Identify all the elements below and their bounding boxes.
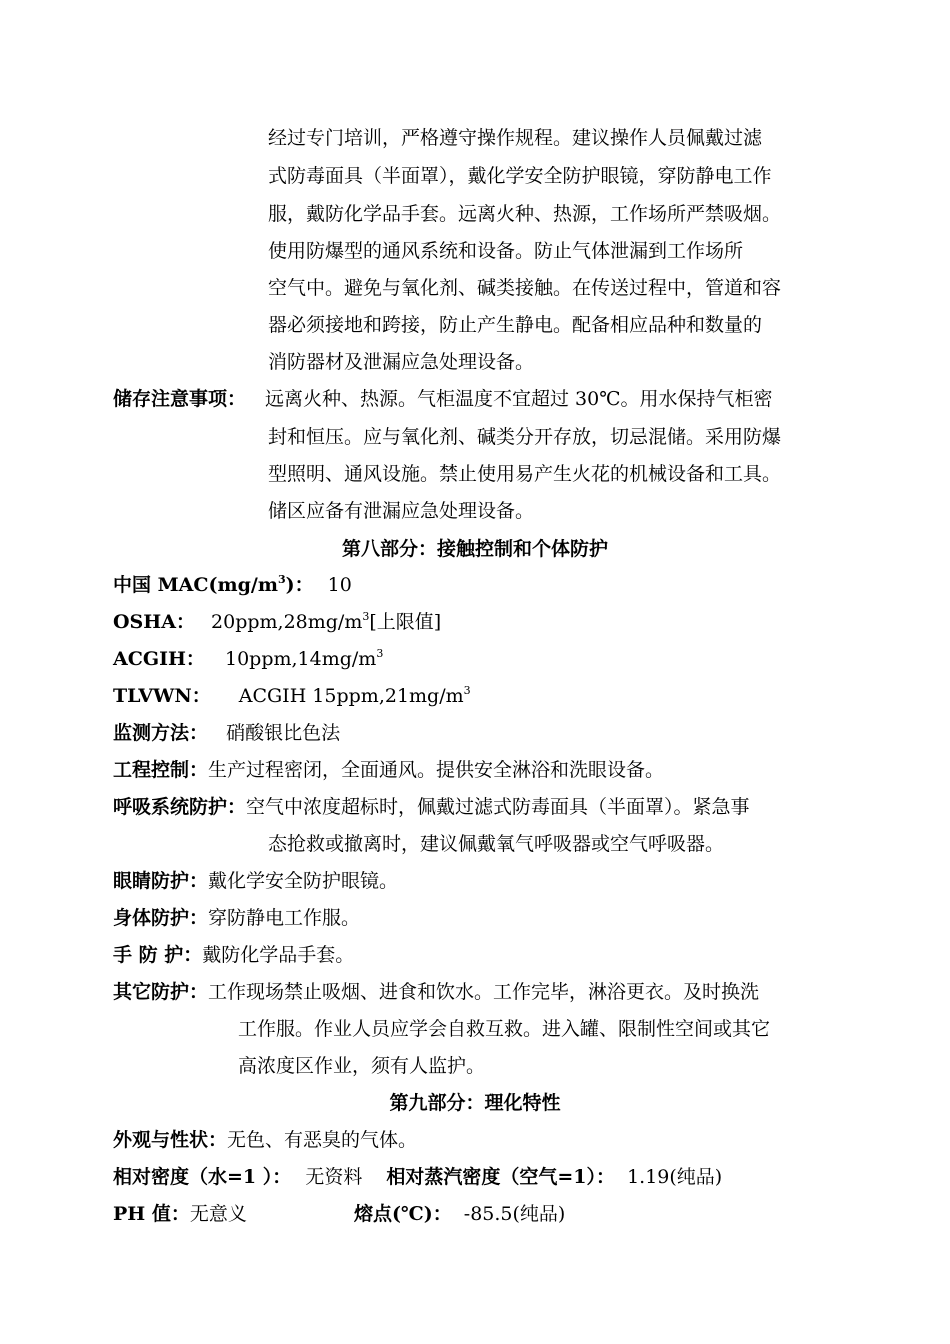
melting-label: 熔点(℃)： (354, 1203, 452, 1225)
vapor-density-label: 相对蒸汽密度（空气=1）： (386, 1166, 616, 1188)
engineering-label: 工程控制： (113, 759, 209, 781)
ph-label: PH 值： (113, 1203, 190, 1225)
mac-label: 中国 $MAC(mg/m^3)$： (113, 573, 314, 596)
appearance-value: 无色、有恶臭的气体。 (227, 1129, 418, 1151)
handling-line-4: 使用防爆型的通风系统和设备。防止气体泄漏到工作场所 (268, 240, 744, 262)
tlvwn-value: ACGIH $15ppm,21mg/m^3$ (238, 684, 471, 707)
ph-value: 无意义 (189, 1203, 247, 1225)
other-row (113, 979, 759, 1005)
handling-line-7: 消防器材及泄漏应急处理设备。 (268, 351, 535, 373)
vapor-density-value: 1.19(纯品) (627, 1166, 723, 1188)
eye-label: 眼睛防护： (113, 870, 209, 892)
melting-row (354, 1201, 565, 1227)
body-value: 穿防静电工作服。 (208, 907, 361, 929)
ph-row (113, 1201, 247, 1227)
section9-title: 第九部分：理化特性 (389, 1092, 561, 1114)
respiratory-row (113, 794, 750, 820)
storage-line-1: 远离火种、热源。气柜温度不宜超过 30℃。用水保持气柜密 (265, 388, 773, 410)
tlvwn-row (113, 683, 471, 709)
engineering-row (113, 757, 664, 783)
engineering-value: 生产过程密闭，全面通风。提供安全淋浴和洗眼设备。 (208, 759, 665, 781)
handling-line-2: 式防毒面具（半面罩），戴化学安全防护眼镜，穿防静电工作 (268, 165, 772, 187)
rel-density-label: 相对密度（水=1 ）： (113, 1166, 292, 1188)
section8-title: 第八部分：接触控制和个体防护 (341, 538, 608, 560)
eye-row (113, 868, 398, 894)
monitoring-label: 监测方法： (113, 722, 209, 744)
other-line-1: 工作现场禁止吸烟、进食和饮水。工作完毕，淋浴更衣。及时换洗 (208, 981, 760, 1003)
respiratory-line-1: 空气中浓度超标时，佩戴过滤式防毒面具（半面罩）。紧急事 (246, 796, 750, 818)
monitoring-row (113, 720, 340, 746)
osha-value: $20ppm,28mg/m^3$[上限值] (211, 610, 442, 633)
respiratory-label: 呼吸系统防护： (113, 796, 247, 818)
body-row (113, 905, 360, 931)
handling-line-6: 器必须接地和跨接，防止产生静电。配备相应品种和数量的 (268, 314, 763, 336)
handling-line-5: 空气中。避免与氧化剂、碱类接触。在传送过程中，管道和容 (268, 277, 782, 299)
storage-line-3: 型照明、通风设施。禁止使用易产生火花的机械设备和工具。 (268, 463, 782, 485)
hand-value: 戴防化学品手套。 (202, 944, 355, 966)
storage-label: 储存注意事项： (113, 388, 247, 410)
osha-row (113, 609, 441, 635)
respiratory-line-2: 态抢救或撤离时，建议佩戴氧气呼吸器或空气呼吸器。 (268, 833, 725, 855)
handling-line-3: 服，戴防化学品手套。远离火种、热源，工作场所严禁吸烟。 (268, 203, 782, 225)
body-label: 身体防护： (113, 907, 209, 929)
osha-label: OSHA： (113, 611, 195, 633)
rel-density-value: 无资料 (305, 1166, 363, 1188)
other-line-2: 工作服。作业人员应学会自救互救。进入罐、限制性空间或其它 (238, 1018, 771, 1040)
hand-label: 手 防 护： (113, 944, 203, 966)
appearance-row (113, 1127, 417, 1153)
acgih-value: $10ppm,14mg/m^3$ (224, 647, 384, 670)
acgih-label: ACGIH： (113, 648, 205, 670)
handling-line-1: 经过专门培训，严格遵守操作规程。建议操作人员佩戴过滤 (268, 127, 763, 149)
monitoring-value: 硝酸银比色法 (226, 722, 341, 744)
eye-value: 戴化学安全防护眼镜。 (208, 870, 399, 892)
other-line-3: 高浓度区作业，须有人监护。 (238, 1055, 486, 1077)
density-row (113, 1164, 722, 1190)
hand-row (113, 942, 354, 968)
storage-line-4: 储区应备有泄漏应急处理设备。 (268, 500, 535, 522)
mac-value: 10 (327, 574, 352, 596)
tlvwn-label: TLVWN： (113, 685, 211, 707)
melting-value: -85.5(纯品) (463, 1203, 566, 1225)
appearance-label: 外观与性状： (113, 1129, 228, 1151)
other-label: 其它防护： (113, 981, 209, 1003)
storage-line-2: 封和恒压。应与氧化剂、碱类分开存放，切忌混储。采用防爆 (268, 426, 782, 448)
acgih-row (113, 646, 383, 672)
mac-row (113, 572, 352, 598)
